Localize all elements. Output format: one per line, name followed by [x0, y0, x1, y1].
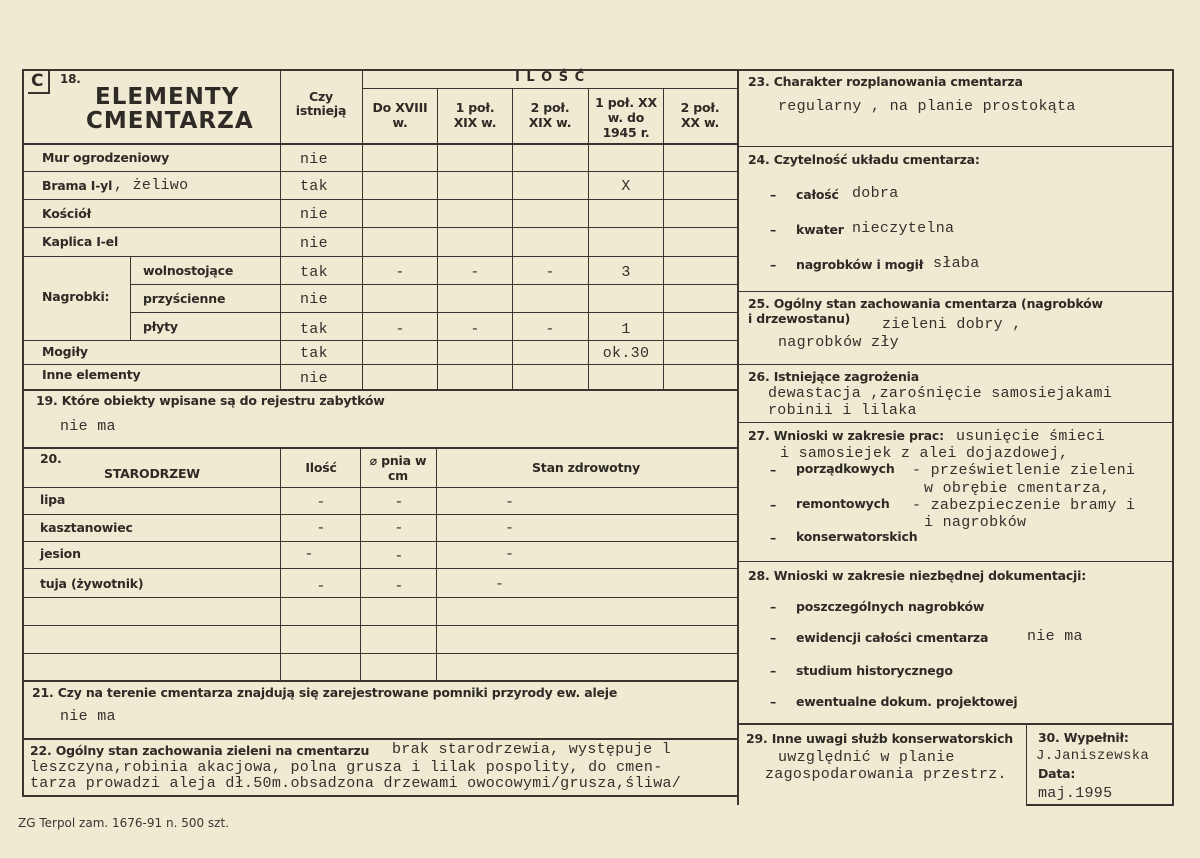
section-letter-box: [28, 70, 50, 94]
sec24-item-label: nagrobków i mogił: [796, 257, 924, 272]
element-exists: tak: [300, 178, 328, 195]
sec18-title-line1: ELEMENTY: [95, 84, 240, 110]
sec24-bullet: –: [770, 187, 777, 202]
sec28-label: 28. Wnioski w zakresie niezbędnej dokumentacji:: [748, 568, 1087, 583]
tree-name: lipa: [40, 492, 66, 507]
sec27-item: konserwatorskich: [796, 529, 918, 544]
element-period1: -: [395, 264, 405, 281]
sec28-value: nie ma: [1027, 628, 1083, 645]
sec26-label: 26. Istniejące zagrożenia: [748, 369, 919, 384]
sec18-number: 18.: [60, 72, 81, 86]
sec25-value-line1: zieleni dobry ,: [882, 316, 1022, 333]
sec27-line: - prześwietlenie zieleni: [912, 462, 1136, 479]
sec27-line: usunięcie śmieci: [956, 428, 1105, 445]
element-period3: -: [545, 321, 555, 338]
element-label: Inne elementy: [42, 367, 141, 382]
element-exists: tak: [300, 264, 328, 281]
sec26-value-line1: dewastacja ,zarośnięcie samosiejakami: [768, 385, 1113, 402]
tree-name: tuja (żywotnik): [40, 576, 144, 591]
sec30-label: 30. Wypełnił:: [1038, 730, 1129, 745]
sec27-line: - zabezpieczenie bramy i: [912, 497, 1136, 514]
element-period2: -: [470, 321, 480, 338]
sec25-value-line2: nagrobków zły: [778, 334, 899, 351]
sec21-value: nie ma: [60, 708, 116, 725]
sec22-line3: tarza prowadzi aleja dł.50m.obsadzona drzewami owocowymi/grusza,śliwa/: [30, 775, 682, 792]
print-footer: ZG Terpol zam. 1676-91 n. 500 szt.: [18, 816, 229, 830]
sec22-line2: leszczyna,robinia akacjowa, polna grusza i lilak pospolity, do cmen-: [30, 759, 663, 776]
element-exists: nie: [300, 206, 328, 223]
tree-health: -: [505, 520, 515, 537]
period-header-3: 2 poł. XIX w.: [528, 100, 572, 130]
period-header-1: Do XVIII w.: [372, 100, 428, 130]
sec28-item: studium historycznego: [796, 663, 953, 678]
sec20-col-diameter: ⌀ pnia w cm: [369, 453, 427, 483]
element-exists: nie: [300, 151, 328, 168]
sec22-line1: brak starodrzewia, występuje l: [392, 741, 672, 758]
sec27-bullet: –: [770, 497, 777, 512]
tree-name: kasztanowiec: [40, 520, 133, 535]
quantity-header: I L O Ś Ć: [515, 70, 586, 85]
element-label: Kaplica I-el: [42, 234, 119, 249]
exists-column-header: Czy istnieją: [295, 89, 347, 118]
element-period4: ok.30: [602, 345, 650, 362]
element-label: przyścienne: [143, 291, 226, 306]
tree-health: -: [505, 494, 515, 511]
tree-qty: -: [316, 578, 326, 595]
element-exists: nie: [300, 291, 328, 308]
sec20-col-starodrzew: STARODRZEW: [104, 466, 200, 481]
tree-name: jesion: [40, 546, 81, 561]
element-period4: 3: [621, 264, 631, 281]
sec25-label-line2: i drzewostanu): [748, 311, 851, 326]
sec27-label: 27. Wnioski w zakresie prac:: [748, 428, 944, 443]
sec24-item-label: kwater: [796, 222, 844, 237]
sec22-label: 22. Ogólny stan zachowania zieleni na cmentarzu: [30, 743, 370, 758]
period-header-5: 2 poł. XX w.: [680, 100, 720, 130]
sec24-bullet: –: [770, 222, 777, 237]
sec24-bullet: –: [770, 257, 777, 272]
element-label: wolnostojące: [143, 263, 234, 278]
sec19-label: 19. Które obiekty wpisane są do rejestru zabytków: [36, 393, 385, 408]
section-letter: C: [31, 71, 44, 91]
sec28-bullet: –: [770, 630, 777, 645]
tree-diameter: -: [394, 520, 404, 537]
tree-health: -: [495, 576, 505, 593]
sec19-value: nie ma: [60, 418, 116, 435]
tree-qty: -: [316, 494, 326, 511]
sec23-value: regularny , na planie prostokąta: [778, 98, 1076, 115]
sec28-bullet: –: [770, 694, 777, 709]
element-exists: tak: [300, 345, 328, 362]
element-period1: -: [395, 321, 405, 338]
sec24-item-value: słaba: [933, 255, 980, 272]
element-period4: 1: [621, 321, 631, 338]
tree-diameter: -: [394, 548, 404, 565]
period-header-2: 1 poł. XIX w.: [453, 100, 497, 130]
tree-diameter: -: [394, 578, 404, 595]
element-label: płyty: [143, 319, 178, 334]
tree-qty: -: [304, 546, 314, 563]
tree-health: -: [505, 546, 515, 563]
sec27-item: remontowych: [796, 496, 890, 511]
sec30-date-label: Data:: [1038, 766, 1076, 781]
sec24-item-label: całość: [796, 187, 839, 202]
sec24-item-value: nieczytelna: [852, 220, 955, 237]
element-extra: , żeliwo: [114, 177, 189, 194]
sec27-bullet: –: [770, 530, 777, 545]
sec28-bullet: –: [770, 599, 777, 614]
sec28-item: ewentualne dokum. projektowej: [796, 694, 1018, 709]
sec20-col-ilosc: Ilość: [305, 460, 337, 475]
sec25-label-line1: 25. Ogólny stan zachowania cmentarza (nagrobków: [748, 296, 1103, 311]
sec21-label: 21. Czy na terenie cmentarza znajdują się zarejestrowane pomniki przyrody ew. aleje: [32, 685, 618, 700]
element-exists: nie: [300, 235, 328, 252]
tree-qty: -: [316, 520, 326, 537]
tree-diameter: -: [394, 494, 404, 511]
element-exists: nie: [300, 370, 328, 387]
sec27-line: i samosiejek z alei dojazdowej,: [780, 445, 1069, 462]
sec24-item-value: dobra: [852, 185, 899, 202]
sec26-value-line2: robinii i lilaka: [768, 402, 917, 419]
sec29-value-line2: zagospodarowania przestrz.: [765, 766, 1007, 783]
element-period2: -: [470, 264, 480, 281]
sec28-bullet: –: [770, 663, 777, 678]
element-label: Kościół: [42, 206, 92, 221]
element-label: Mur ogrodzeniowy: [42, 150, 170, 165]
sec24-label: 24. Czytelność układu cmentarza:: [748, 152, 980, 167]
element-period3: -: [545, 264, 555, 281]
element-label: Mogiły: [42, 344, 88, 359]
nagrobki-group-label: Nagrobki:: [42, 289, 110, 304]
sec27-item: porządkowych: [796, 461, 895, 476]
sec27-line: i nagrobków: [924, 514, 1027, 531]
sec30-name: J.Janiszewska: [1036, 748, 1150, 764]
sec28-item: ewidencji całości cmentarza: [796, 630, 989, 645]
period-header-4: 1 poł. XX w. do 1945 r.: [595, 95, 657, 140]
sec18-title-line2: CMENTARZA: [86, 108, 254, 134]
sec30-date: maj.1995: [1038, 785, 1113, 802]
element-label: Brama I-yl: [42, 178, 113, 193]
sec20-col-health: Stan zdrowotny: [532, 460, 640, 475]
sec20-number: 20.: [40, 451, 62, 466]
sec23-label: 23. Charakter rozplanowania cmentarza: [748, 74, 1023, 89]
sec27-bullet: –: [770, 462, 777, 477]
sec29-label: 29. Inne uwagi służb konserwatorskich: [746, 731, 1013, 746]
element-exists: tak: [300, 321, 328, 338]
element-period4: X: [621, 178, 631, 195]
sec28-item: poszczególnych nagrobków: [796, 599, 985, 614]
sec29-value-line1: uwzględnić w planie: [778, 749, 955, 766]
sec27-line: w obrębie cmentarza,: [924, 480, 1111, 497]
